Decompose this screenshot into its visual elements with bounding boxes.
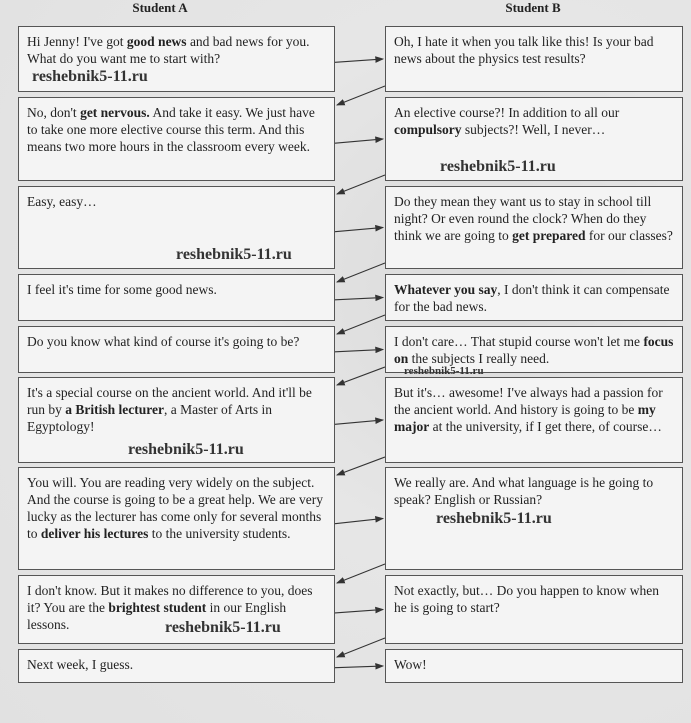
dialogue-text: subjects?! Well, I never… [461,122,606,137]
key-phrase: a British lecturer [65,402,164,417]
key-phrase: good news [126,34,187,49]
student-b-line-4 [385,274,683,321]
dialogue-text: Wow! [394,657,427,672]
arrow-b-to-a [337,315,385,334]
dialogue-text: Not exactly, but… Do you happen to know when he is going to start? [394,583,659,615]
column-header-student-b: Student B [505,0,561,15]
key-phrase: brightest student [108,600,207,615]
student-b-line-1 [385,26,683,92]
key-phrase: my major [394,402,656,434]
arrow-a-to-b [335,298,383,300]
watermark: reshebnik5-11.ru [165,619,281,636]
dialogue-text: in our English lessons. [27,600,287,632]
watermark: reshebnik5-11.ru [128,441,244,458]
arrow-b-to-a [337,457,385,475]
dialogue-text: Next week, I guess. [27,657,134,672]
dialogue-text: for our classes? [585,228,673,243]
dialogue-text: We really are. And what language is he going to speak? English or Russian? [394,475,654,507]
dialogue-text: I feel it's time for some good news. [27,282,217,297]
key-phrase: focus on [394,334,674,366]
key-phrase: get nervous. [80,105,150,120]
dialogue-text: I don't care… That stupid course won't let me [394,334,644,349]
arrow-a-to-b [335,420,383,424]
watermark: reshebnik5-11.ru [32,68,148,85]
student-a-line-2 [18,97,335,181]
dialogue-text: Easy, easy… [27,194,97,209]
dialogue-text: And take it easy. We just have to take one more elective course this term. And this means two more hours in the classroom every week. [27,105,315,154]
arrow-a-to-b [335,350,383,352]
dialogue-text: I don't know. But it makes no difference to you, does it? You are the [27,583,313,615]
student-b-line-3 [385,186,683,269]
arrow-b-to-a [337,367,385,385]
dialogue-text: Do they mean they want us to stay in school till night? Or even round the clock? When do they think we are going to [394,194,652,243]
student-a-line-4 [18,274,335,321]
dialogue-text: But it's… awesome! I've always had a passion for the ancient world. And history is going to be [394,385,663,417]
dialogue-text: to the university students. [148,526,291,541]
dialogue-text: Do you know what kind of course it's going to be? [27,334,300,349]
arrow-b-to-a [337,263,385,282]
student-b-line-8 [385,575,683,644]
dialogue-text: It's a special course on the ancient world. And it'll be run by [27,385,312,417]
arrow-b-to-a [337,638,385,657]
arrow-b-to-a [337,564,385,583]
dialogue-text: No, don't [27,105,81,120]
key-phrase: compulsory [394,122,462,137]
key-phrase: Whatever you say [394,282,498,297]
watermark: reshebnik5-11.ru [404,365,484,377]
arrow-a-to-b [335,519,383,524]
column-header-student-a: Student A [132,0,188,15]
dialogue-text: Oh, I hate it when you talk like this! Is your bad news about the physics test results? [394,34,654,66]
dialogue-text: , I don't think it can compensate for the bad news. [394,282,670,314]
dialogue-text: Hi Jenny! I've got [27,34,127,49]
student-a-line-5 [18,326,335,373]
student-b-line-6 [385,377,683,463]
dialogue-text: and bad news for you. What do you want me to start with? [27,34,310,66]
dialogue-text: You will. You are reading very widely on the subject. And the course is going to be a great help. We are very lucky as the lecturer has come only for several months to [27,475,323,541]
arrow-b-to-a [337,175,385,194]
key-phrase: deliver his lectures [40,526,149,541]
arrow-a-to-b [335,228,383,232]
dialogue-text: An elective course?! In addition to all our [394,105,620,120]
student-a-line-9 [18,649,335,683]
key-phrase: get prepared [512,228,586,243]
arrow-a-to-b [335,666,383,668]
arrow-a-to-b [335,139,383,143]
watermark: reshebnik5-11.ru [436,510,552,527]
student-b-line-9 [385,649,683,683]
dialogue-text: the subjects I really need. [408,351,550,366]
dialogue-text: , a Master of Arts in Egyptology! [27,402,272,434]
arrow-b-to-a [337,86,385,105]
watermark: reshebnik5-11.ru [440,158,556,175]
student-a-line-7 [18,467,335,570]
dialogue-text: at the university, if I get there, of course… [429,419,662,434]
watermark: reshebnik5-11.ru [176,246,292,263]
arrow-a-to-b [335,610,383,613]
arrow-a-to-b [335,59,383,62]
